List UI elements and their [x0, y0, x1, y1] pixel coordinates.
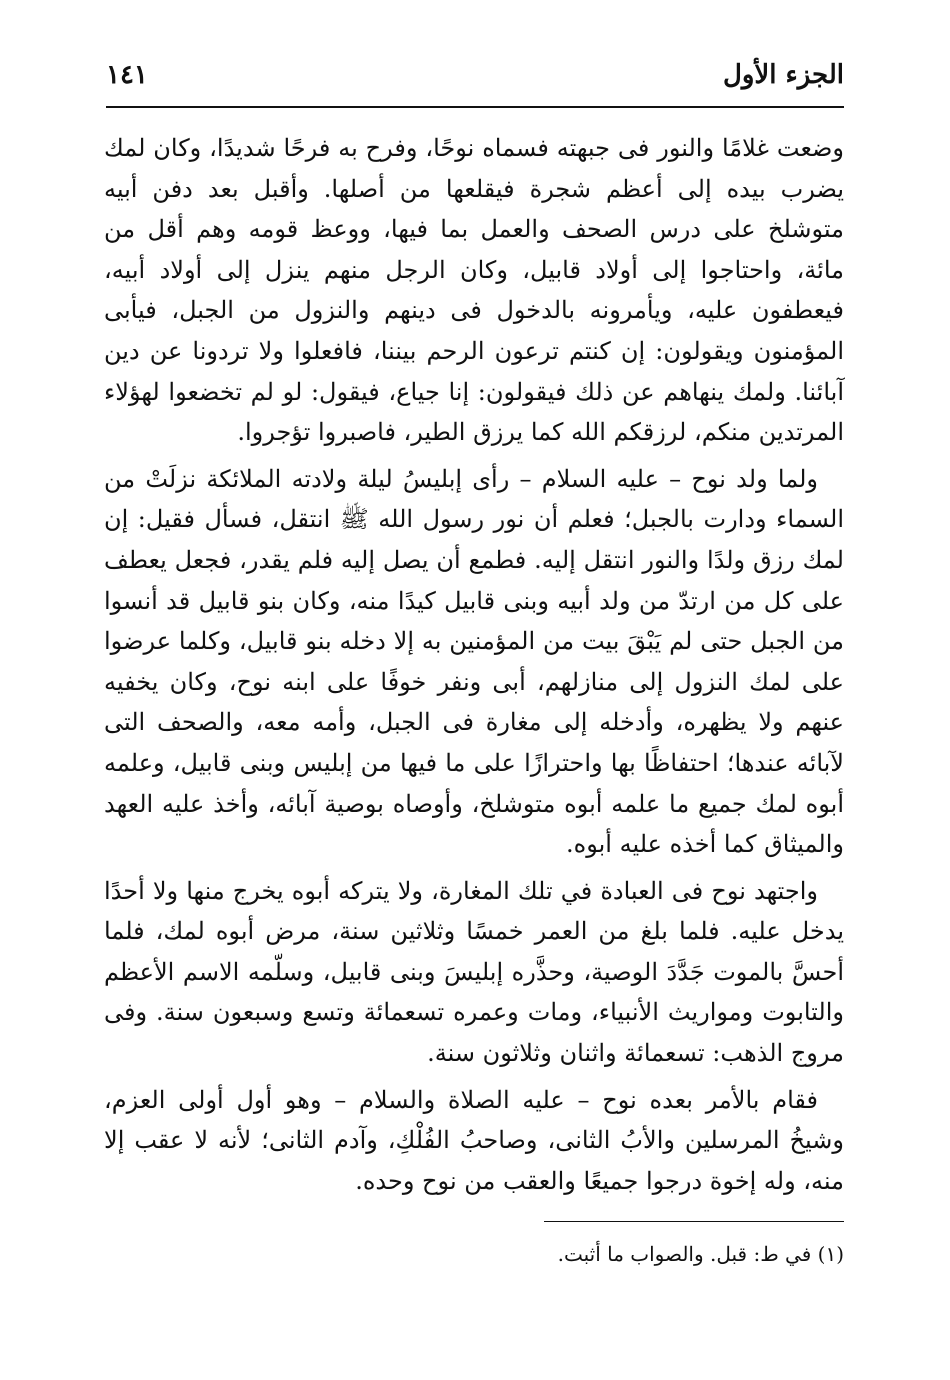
paragraph: ولما ولد نوح – عليه السلام – رأى إبليسُ ليلة ولادته الملائكة نزلَتْ من السماء ودارت بالجبل؛ فعلم أن نور رسول الله ﷺ انتقل، فسأل فقيل: إن لمك رزق ولدًا والنور انتقل إليه. فطمع أن يصل إليه فلم يقدر، فجعل يعطف على كل من ارتدّ من ولد أبيه وبنى قابيل كيدًا منه، وكان بنو قابيل قد أنسوا من الجبل حتى لم يَبْقَ بيت من المؤمنين به إلا دخله بنو قابيل، وكلما عرضوا على لمك النزول إلى منازلهم، أبى ونفر خوفًا على ابنه نوح، وكان يخفيه عنهم ولا يظهره، وأدخله إلى مغارة فى الجبل، وأمه معه، والصحف التى لآبائه عندها؛ احتفاظًا بها واحترازًا على ما فيها من إبليس وبنى قابيل، وعلمه أبوه لمك جميع ما علمه أبوه متوشلخ، وأوصاه بوصية آبائه، وأخذ عليه العهد والميثاق كما أخذه عليه أبوه.	[104, 464, 845, 859]
main-text	[104, 128, 844, 1201]
footnote-rule	[544, 1221, 844, 1222]
paragraph: فقام بالأمر بعده نوح – عليه الصلاة والسلام – وهو أول أولى العزم، وشيخُ المرسلين والأبُ الثانى، وصاحبُ الفُلْكِ، وآدم الثانى؛ لأنه لا عقب إلا منه، وله إخوة درجوا جميعًا والعقب من نوح وحده.	[104, 1085, 844, 1195]
paragraph: وضعت غلامًا والنور فى جبهته فسماه نوحًا، وفرح به فرحًا شديدًا، وكان لمك يضرب بيده إلى أعظم شجرة فيقلعها من أصلها. وأقبل بعد دفن أبيه متوشلخ على درس الصحف والعمل بما فيها، ووعظ قومه وهم أقل من مائة، واحتاجوا إلى أولاد قابيل، وكان الرجل منهم ينزل إلى أولاد أبيه، فيعطفون عليه، ويأمرونه بالدخول فى دينهم والنزول من الجبل، فيأبى المؤمنون ويقولون: إن كنتم ترعون الرحم بيننا، فافعلوا ولا تردونا عن دين آبائنا. ولمك ينهاهم عن ذلك فيقولون: إنا جياع، فيقول: لو لم تخضعوا لهؤلاء المرتدين منكم، لرزقكم الله كما يرزق الطير، فاصبروا تؤجروا.	[104, 134, 844, 447]
page-header	[106, 60, 844, 100]
running-title: الجزء الأول	[722, 60, 844, 90]
header-rule	[106, 106, 844, 108]
paragraph: واجتهد نوح فى العبادة في تلك المغارة، ولا يتركه أبوه يخرج منها ولا أحدًا يدخل عليه. فلما بلغ من العمر خمسًا وثلاثين سنة، مرض أبوه لمك، فلما أحسَّ بالموت جَدَّدَ الوصية، وحذَّره إبليسَ وبنى قابيل، وسلّمه الاسم الأعظم والتابوت ومواريث الأنبياء، ومات وعمره تسعمائة وتسع وسبعون سنة. وفى مروج الذهب: تسعمائة واثنان وثلاثون سنة.	[104, 876, 844, 1068]
footnote: (١) في ط: قبل. والصواب ما أثبت.	[557, 1242, 844, 1266]
page-number: ١٤١	[106, 60, 148, 90]
